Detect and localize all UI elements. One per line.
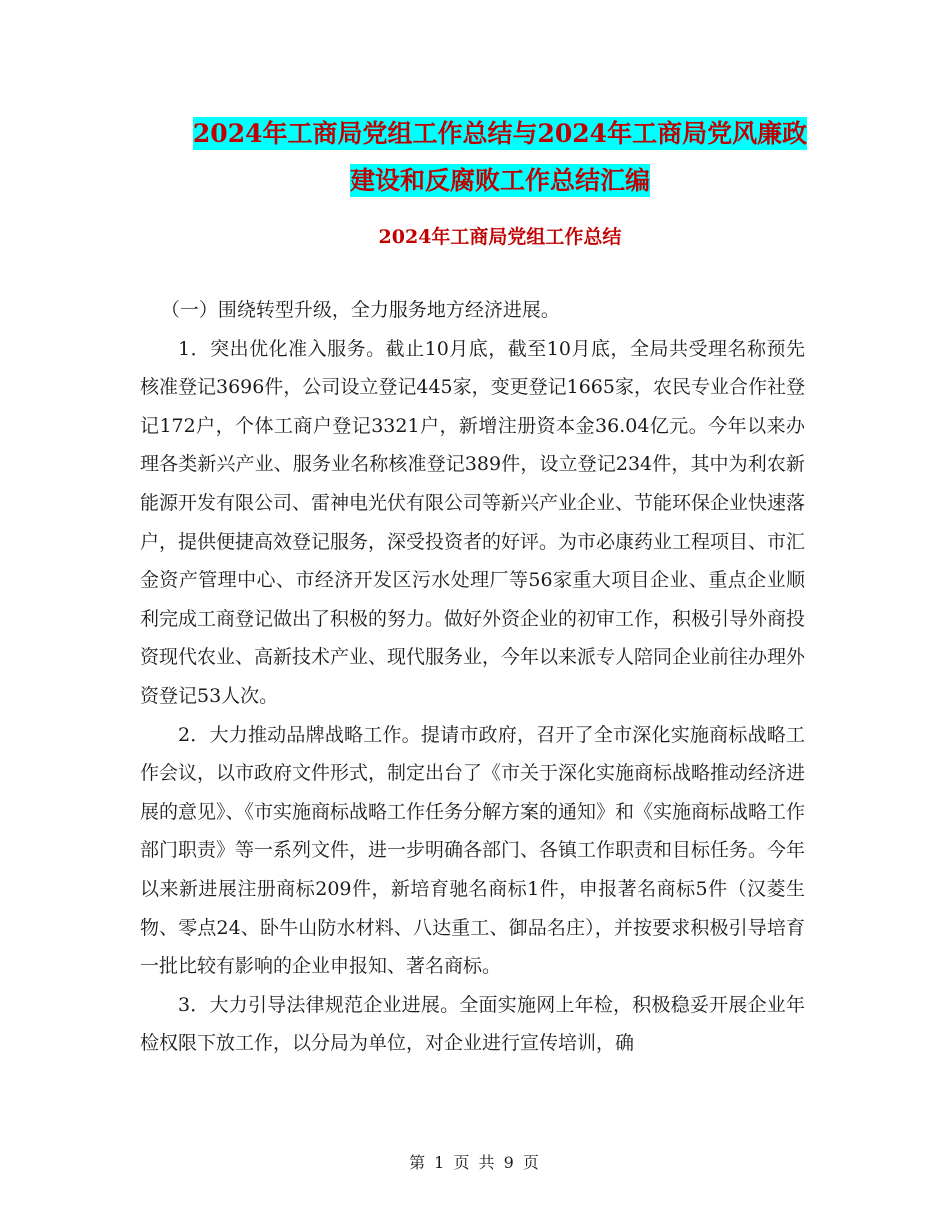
document-body [140, 291, 805, 1063]
document-title-line-1: 2024年工商局党组工作总结与2024年工商局党风廉政 [192, 119, 808, 148]
paragraph-2: 2．大力推动品牌战略工作。提请市政府，召开了全市深化实施商标战略工作会议，以市政府文件形式，制定出台了《市关于深化实施商标战略推动经济进展的意见》、《市实施商标战略工作任务分解方案的通知》和《实施商标战略工作部门职责》等一系列文件，进一步明确各部门、各镇工作职责和目标任务。今年以来新进展注册商标209件，新培育驰名商标1件，申报著名商标5件（汉菱生物、零点24、卧牛山防水材料、八达重工、御品名庄），并按要求积极引导培育一批比较有影响的企业申报知、著名商标。 [140, 723, 806, 978]
section-heading: （一）围绕转型升级，全力服务地方经济进展。 [160, 299, 560, 321]
document-title [120, 110, 880, 204]
section-title: 2024年工商局党组工作总结 [378, 226, 622, 248]
page-number-footer: 第 1 页 共 9 页 [409, 1153, 541, 1172]
paragraph-3: 3．大力引导法律规范企业进展。全面实施网上年检，积极稳妥开展企业年检权限下放工作，以分局为单位，对企业进行宣传培训，确 [140, 993, 805, 1055]
document-title-line-2: 建设和反腐败工作总结汇编 [349, 166, 650, 195]
paragraph-1: 1．突出优化准入服务。截止10月底，截至10月底，全局共受理名称预先核准登记3696件，公司设立登记445家，变更登记1665家，农民专业合作社登记172户，个体工商户登记3321户，新增注册资本金36.04亿元。今年以来办理各类新兴产业、服务业名称核准登记389件，设立登记234件，其中为利农新能源开发有限公司、雷神电光伏有限公司等新兴产业企业、节能环保企业快速落户，提供便捷高效登记服务，深受投资者的好评。为市必康药业工程项目、市汇金资产管理中心、市经济开发区污水处理厂等56家重大项目企业、重点企业顺利完成工商登记做出了积极的努力。做好外资企业的初审工作，积极引导外商投资现代农业、高新技术产业、现代服务业，今年以来派专人陪同企业前往办理外资登记53人次。 [140, 337, 806, 707]
